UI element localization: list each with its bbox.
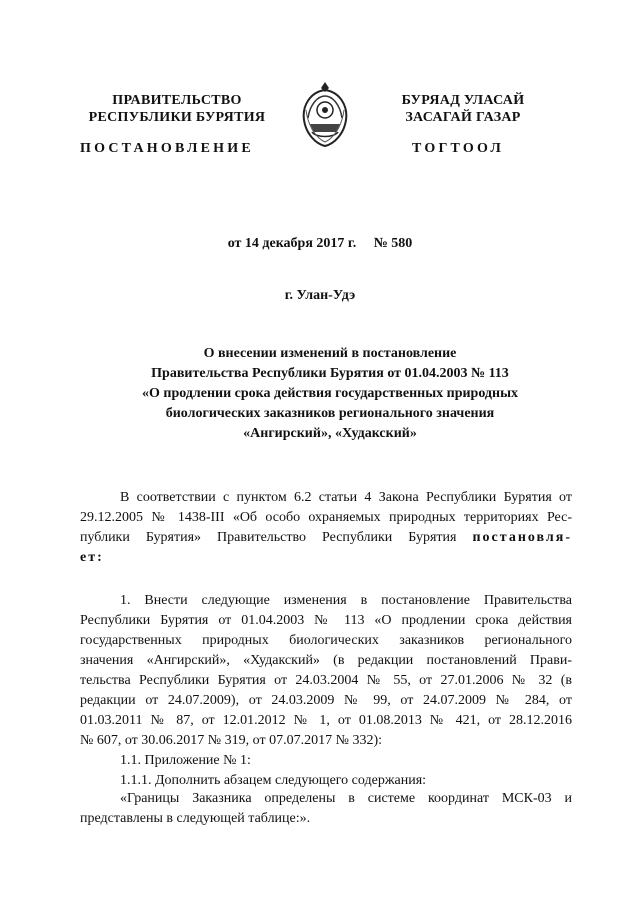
doc-title [100,344,560,444]
subitem-1-1: 1.1. Приложение № 1: [120,753,251,768]
preamble-line-text: публики Бурятия» Правительство Республики Бурятия [80,530,457,545]
resolve-word: постановля- [472,530,572,545]
item1-line: № 607, от 30.06.2017 № 319, от 07.07.2017 № 332): [80,733,382,748]
issuer-bua-line2: ЗАСАГАЙ ГАЗАР [405,110,521,125]
item1-line: значения «Ангирский», «Худакский» (в редакции постановлений Прави- [80,653,572,668]
doc-city: г. Улан-Удэ [284,288,356,303]
title-line: О внесении изменений в постановление [203,346,457,361]
quote-line: «Границы Заказника определены в системе координат МСК-03 и [120,791,572,806]
subitem-1-1-1: 1.1.1. Дополнить абзацем следующего содержания: [120,773,427,788]
issuer-ru-line1: ПРАВИТЕЛЬСТВО [112,93,242,108]
quote-paragraph [80,789,572,829]
doc-kind-ru: ПОСТАНОВЛЕНИЕ [80,141,254,156]
doc-date: от 14 декабря 2017 г. [227,236,357,251]
item1-line: редакции от 24.07.2009), от 24.03.2009 № 99, от 24.07.2009 № 284, от [80,693,572,708]
item1-line: Республики Бурятия от 01.04.2003 № 113 «О продлении срока действия [80,613,572,628]
issuer-ru [82,92,272,126]
preamble-paragraph [80,488,572,568]
item1-line: государственных природных биологических заказников регионального [80,633,572,648]
item1-line: 01.03.2011 № 87, от 12.01.2012 № 1, от 01.08.2013 № 421, от 28.12.2016 [80,713,572,728]
title-line: биологических заказников регионального значения [165,406,495,421]
item-1-paragraph [80,591,572,791]
title-line: «Ангирский», «Худакский» [243,426,417,441]
item1-line: 1. Внести следующие изменения в постановление Правительства [120,593,572,608]
resolve-word-end: ет: [80,550,104,565]
quote-line: представлены в следующей таблице:». [80,811,311,826]
item1-line: тельства Республики Бурятия от 24.03.2004 № 55, от 27.01.2006 № 32 (в [80,673,572,688]
title-line: «О продлении срока действия государственных природных [141,386,519,401]
date-number-line [0,236,640,252]
doc-number: № 580 [373,236,413,251]
issuer-ru-line2: РЕСПУБЛИКИ БУРЯТИЯ [88,110,266,125]
preamble-line: 29.12.2005 № 1438-III «Об особо охраняемых природных территориях Рес- [80,510,572,525]
issuer-bua [378,92,548,126]
preamble-line: В соответствии с пунктом 6.2 статьи 4 Закона Республики Бурятия от [120,490,572,505]
issuer-bua-line1: БУРЯАД УЛАСАЙ [401,93,525,108]
title-line: Правительства Республики Бурятия от 01.04.2003 № 113 [151,366,509,381]
republic-emblem-icon [298,80,352,148]
preamble-line [80,528,572,548]
doc-kind-bua: ТОГТООЛ [412,141,505,156]
